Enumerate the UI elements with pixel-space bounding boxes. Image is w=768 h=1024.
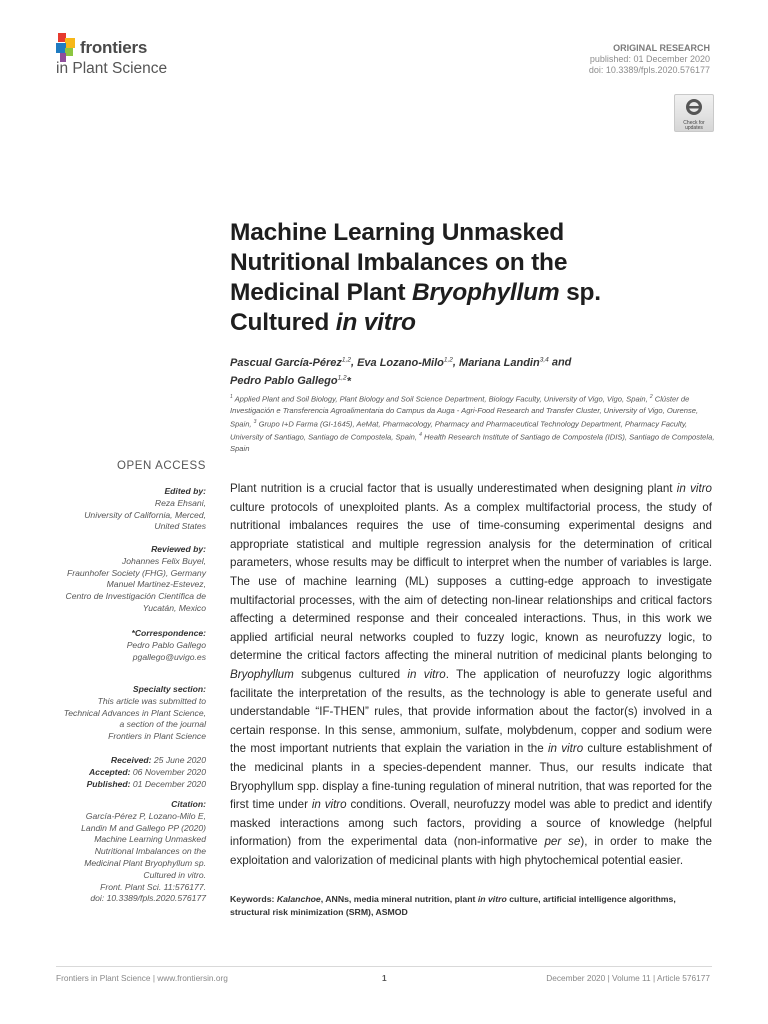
- author-list: Pascual García-Pérez$^{1,2}$, Eva Lozano-Milo$^{1,2}$, Mariana Landin$^{3,4}$ and Pedro Pablo Gallego$^{1,2}$*: [230, 356, 572, 388]
- correspondence-section: *Correspondence: Pedro Pablo Gallego pgallego@uvigo.es: [40, 628, 206, 663]
- article-title: [230, 218, 720, 338]
- title-line: Machine Learning Unmasked: [230, 219, 565, 246]
- open-access-label: OPEN ACCESS: [116, 460, 206, 472]
- published-date: published: 01 December 2020: [589, 54, 710, 64]
- affiliations: $^1$ Applied Plant and Soil Biology, Plant Biology and Soil Science Department, Biology Faculty, University of Vigo, Vigo, Spain, $^2$ Clúster de Investigación e Transferencia Agroalimentaria do Campus da Auga - Agri-Food Research and Transfer Cluster, University of Vigo, Ourense, Spain, $^3$ Grupo I+D Farma (GI-1645), AeMat, Pharmacology, Pharmacy and Pharmaceutical Technology Department, Pharmacy Faculty, University of Santiago, Santiago de Compostela, Spain, $^4$ Health Research Institute of Santiago de Compostela (IDIS), Santiago de Compostela, Spain: [230, 394, 715, 453]
- check-updates-icon: [685, 98, 703, 116]
- citation-section: Citation: García-Pérez P, Lozano-Milo E, Landin M and Gallego PP (2020) Machine Learning Unmasked Nutritional Imbalances on the Medicinal Plant Bryophyllum sp. Cultured in vitro. Front. Plant Sci. 11:576177. doi: 10.3389/fpls.2020.576177: [40, 799, 206, 905]
- correspondence-email[interactable]: pgallego@uvigo.es: [132, 651, 206, 662]
- specialty-section: Specialty section: This article was submitted to Technical Advances in Plant Science, a section of the journal Frontiers in Plant Science: [63, 684, 206, 742]
- journal-subtitle: in Plant Science: [56, 60, 168, 77]
- check-updates-line2: updates: [685, 125, 703, 131]
- abstract: Plant nutrition is a crucial factor that is usually underestimated when designing plant in vitro culture protocols of unexploited plants. As a complex multifactorial process, the study of nutritional imbalances requires the use of time-consuming experimental designs and appropriate statistical and multiple regression analysis for the determination of critical parameters, whose results may be difficult to interpret when the number of variables is large. The use of machine learning (ML) supposes a cutting-edge approach to investigate multifactorial processes, with the aim of detecting non-linear relationships and critical factors affecting a determined response and their concealed interactions. Thus, in this work we applied artificial neural networks coupled to fuzzy logic, known as neurofuzzy logic, to determine the critical factors affecting the mineral nutrition of medicinal plants belonging to Bryophyllum subgenus cultured in vitro. The application of neurofuzzy logic algorithms facilitate the interpretation of the results, as the technology is able to generate useful and understandable “IF-THEN” rules, that provide information about the factor(s) involved in a certain response. In this sense, ammonium, sulfate, molybdenum, copper and sodium were the most important nutrients that explain the variation in the in vitro culture establishment of the medicinal plants in a species-dependent manner. Thus, our results indicate that Bryophyllum spp. display a fine-tuning regulation of mineral nutrition, that was reported for the first time under in vitro conditions. Overall, neurofuzzy model was able to predict and identify masked interactions among such factors, providing a source of knowledge (helpful information) from the experimental data (non-informative per se), in order to make the exploitation and valorization of medicinal plants with high phytochemical potential easier.: [230, 482, 712, 867]
- title-line: Cultured in vitro: [230, 309, 416, 336]
- dates-section: Received: 25 June 2020 Accepted: 06 November 2020 Published: 01 December 2020: [86, 755, 206, 789]
- footer-divider: [56, 966, 712, 967]
- author-link[interactable]: Pedro Pablo Gallego$^{1,2}$: [230, 374, 347, 388]
- footer-journal-link[interactable]: Frontiers in Plant Science | www.frontiersin.org: [56, 973, 228, 983]
- title-line: Nutritional Imbalances on the: [230, 249, 568, 276]
- edited-by-section: Edited by: Reza Ehsani, University of California, Merced, United States: [84, 486, 206, 532]
- page-number: 1: [382, 973, 387, 983]
- header-doi[interactable]: doi: 10.3389/fpls.2020.576177: [588, 65, 710, 75]
- footer-article-info: December 2020 | Volume 11 | Article 576177: [546, 973, 710, 983]
- reviewed-by-section: Reviewed by: Johannes Felix Buyel, Fraunhofer Society (FHG), Germany Manuel Martinez-Estevez, Centro de Investigación Científica de Yucatán, Mexico: [65, 544, 206, 613]
- author-link[interactable]: Mariana Landin$^{3,4}$: [459, 356, 549, 369]
- journal-brand: frontiers: [80, 38, 148, 57]
- citation-doi[interactable]: doi: 10.3389/fpls.2020.576177: [90, 893, 206, 904]
- check-for-updates-button[interactable]: [674, 94, 714, 132]
- title-line: Medicinal Plant Bryophyllum sp.: [230, 279, 601, 306]
- author-link[interactable]: Pascual García-Pérez$^{1,2}$: [230, 356, 351, 369]
- check-updates-line1: Check for: [683, 120, 705, 126]
- author-link[interactable]: Eva Lozano-Milo$^{1,2}$: [357, 356, 453, 369]
- frontiers-logo-mark: [56, 33, 78, 63]
- keywords: Keywords: Kalanchoe, ANNs, media mineral nutrition, plant in vitro culture, artificial intelligence algorithms, structural risk minimization (SRM), ASMOD: [230, 894, 676, 917]
- article-type: ORIGINAL RESEARCH: [613, 43, 710, 53]
